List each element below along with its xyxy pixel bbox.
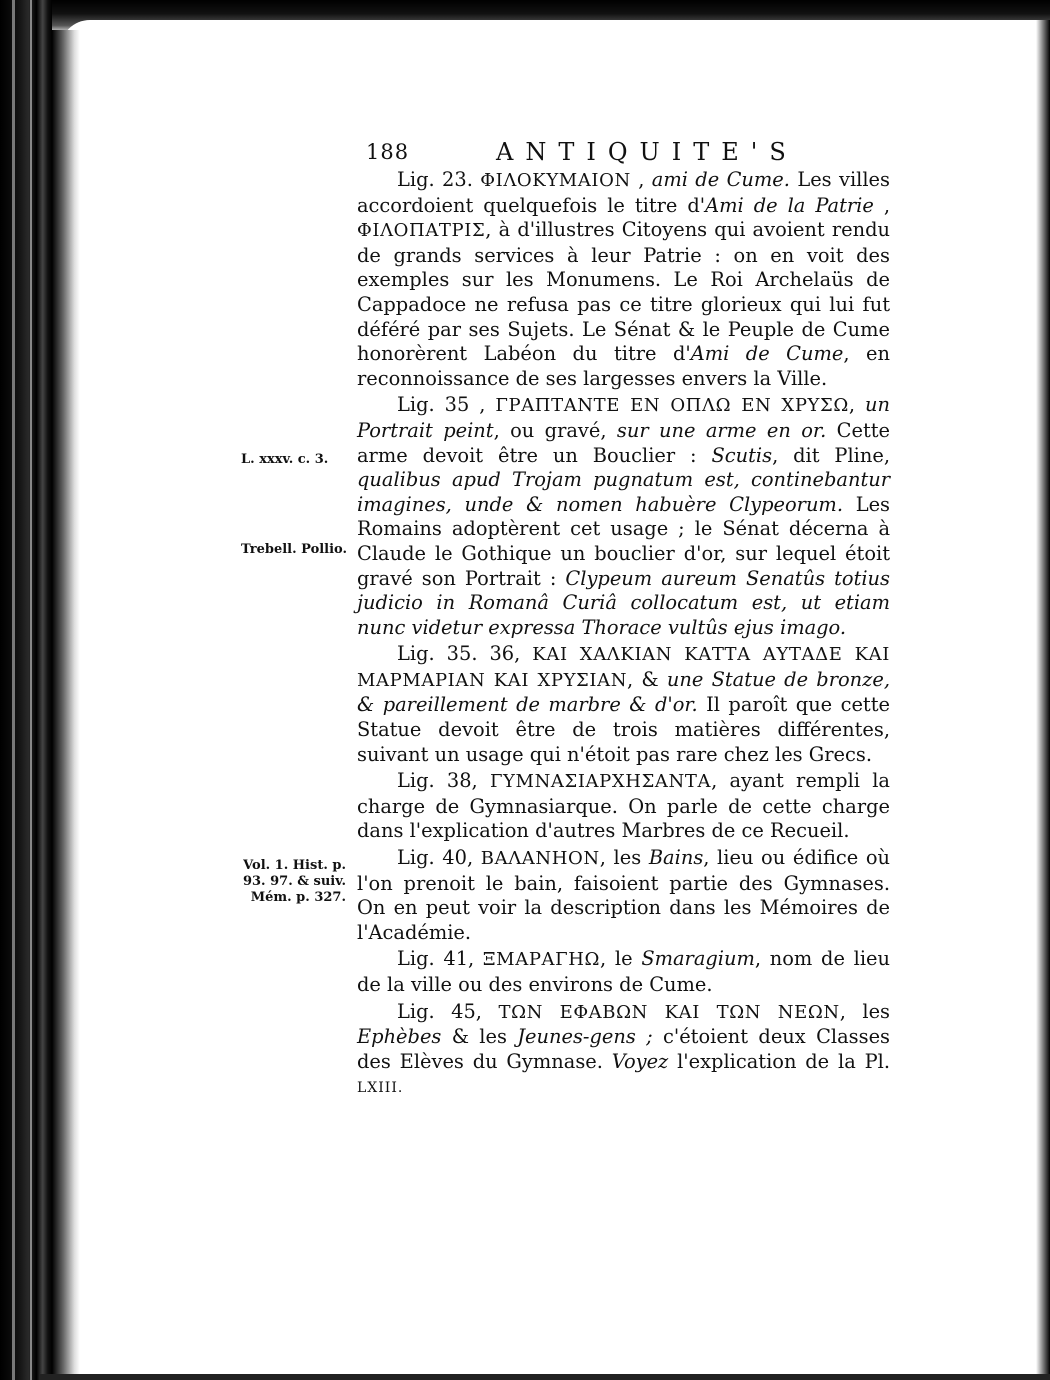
text-run: Cette arme devoit être un Bouclier : (357, 418, 891, 467)
page-number: 188 (366, 140, 410, 164)
spine-line (12, 0, 15, 1380)
greek-text: ΒΑΛΑΝΗΟΝ (480, 848, 600, 870)
text-run: , en reconnoissance de ses largesses envers la Ville. (357, 342, 890, 390)
text-run: , les (839, 999, 890, 1023)
page-right-shadow (1036, 20, 1050, 1380)
text-run: l'explication de la Pl. (668, 1049, 890, 1073)
text-run: , (848, 393, 866, 417)
page-bottom-edge (40, 1374, 1050, 1380)
italic-text: Smaragium (641, 947, 755, 971)
text-run: Il paroît que cette Statue devoit être de trois matières différentes, suivant un usage qui n'étoit pas rare chez les Grecs. (357, 693, 890, 766)
greek-text: ΦΙΛΟΚΥΜΑΙΟΝ (480, 170, 631, 191)
text-run: c'étoient deux Classes des Elèves du Gymnase. (357, 1025, 890, 1073)
italic-text: Ami de Cume (690, 342, 844, 366)
text-run: Lig. 23. (397, 168, 481, 191)
text-run: Les Romains adoptèrent cet usage ; le Sénat décerna à Claude le Gothique un bouclier d'or, sur lequel étoit gravé son Portrait : (357, 492, 890, 590)
text-run: , ou gravé, (493, 418, 617, 442)
italic-text: Jeunes-gens ; (517, 1025, 653, 1049)
greek-text: ΓΡΑΠΤΑΝΤΕ ΕΝ ΟΠΛΩ ΕΝ ΧΡΥΣΩ (495, 395, 849, 417)
text-run: , à d'illustres Citoyens qui avoient rendu de grands services à leur Patrie : on en voit des exemples sur les Monumens. Le Roi Archelaüs de Cappadoce ne refusa pas ce titre glorieux qui lui fut déféré par ses Sujets. Le Sénat & le Peuple de Cume honorèrent Labéon du titre d' (357, 218, 890, 366)
page-top-curl (60, 20, 1050, 50)
text-run: Lig. 38, (397, 769, 490, 793)
margin-note: Vol. 1. Hist. p. 93. 97. & suiv. Mém. p. 327. (242, 858, 346, 905)
text-run: , nom de lieu de la ville ou des environs de Cume. (357, 947, 890, 996)
text-run: , les (599, 846, 649, 870)
text-run: , ayant rempli la charge de Gymnasiarque. On parle de cette charge dans l'explication d'autres Marbres de ce Recueil. (357, 769, 890, 843)
italic-text: une Statue de bronze, & pareillement de marbre & d'or. (357, 667, 890, 717)
italic-text: Voyez (611, 1049, 669, 1073)
italic-text: ami de Cume. (651, 168, 790, 191)
italic-text: Ephèbes (357, 1025, 442, 1049)
text-run: Lig. 35. 36, (397, 642, 533, 666)
paragraph-lig-23 (357, 168, 890, 391)
text-run: , lieu ou édifice où l'on prenoit le bain, faisoient partie des Gymnases. On en peut voir la description dans les Mémoires de l'Académie. (357, 846, 891, 944)
margin-note: L. xxxv. c. 3. (241, 452, 329, 467)
greek-text: ΤΩΝ ΕΦΑΒΩΝ ΚΑΙ ΤΩΝ ΝΕΩΝ (498, 1001, 840, 1023)
text-run: , (630, 168, 652, 191)
small-caps-text: LXIII. (357, 1080, 404, 1097)
running-title: ANTIQUITE'S (496, 138, 798, 166)
paragraph-lig-38 (357, 769, 890, 844)
paragraph-lig-35 (357, 393, 890, 640)
margin-note: Trebell. Pollio. (241, 542, 348, 557)
body-text (357, 168, 890, 1101)
italic-text: Scutis (711, 443, 773, 467)
greek-text: ΓΥΜΝΑΣΙΑΡΧΗΣΑΝΤΑ (489, 771, 712, 793)
italic-text: Bains (648, 846, 704, 870)
paragraph-lig-41 (357, 947, 890, 997)
text-run: , le (600, 947, 642, 971)
text-run: , dit Pline, (772, 443, 890, 467)
paragraph-lig-35-36 (357, 642, 890, 767)
text-run: & les (441, 1025, 518, 1049)
text-run: Lig. 45, (397, 999, 499, 1023)
page-header (366, 140, 886, 170)
paragraph-lig-40 (357, 846, 890, 945)
text-run: Lig. 40, (397, 846, 481, 870)
paragraph-lig-45 (357, 1000, 890, 1101)
text-run: , & (627, 667, 667, 691)
italic-text: sur une arme en or. (616, 418, 827, 442)
text-run: Lig. 35 , (397, 393, 496, 417)
book-spine (0, 0, 52, 1380)
greek-text: ΞΜΑΡΑΓΗΩ (482, 949, 601, 971)
text-run: Lig. 41, (397, 947, 483, 971)
italic-text: Clypeum aureum Senatûs totius judicio in Romanâ Curiâ collocatum est, ut etiam nunc videtur expressa Thorace vultûs ejus imago. (357, 566, 890, 639)
page-left-shadow (52, 30, 80, 1380)
italic-text: qualibus apud Trojam pugnatum est, continebantur imagines, unde & nomen habuère Clypeorum. (357, 468, 890, 516)
greek-text: ΚΑΙ ΧΑΛΚΙΑΝ ΚΑΤΤΑ ΑΥΤΑΔΕ ΚΑΙ ΜΑΡΜΑΡΙΑΝ ΚΑΙ ΧΡΥΣΙΑΝ (357, 644, 890, 691)
text-run: Les villes accordoient quelquefois le titre d' (357, 168, 890, 217)
spine-line (30, 0, 32, 1380)
greek-text: ΦΙΛΟΠΑΤΡΙΣ (357, 220, 486, 242)
italic-text: Ami de la Patrie (705, 193, 874, 217)
text-run: , (873, 193, 890, 217)
italic-text: un Portrait peint (357, 393, 891, 442)
